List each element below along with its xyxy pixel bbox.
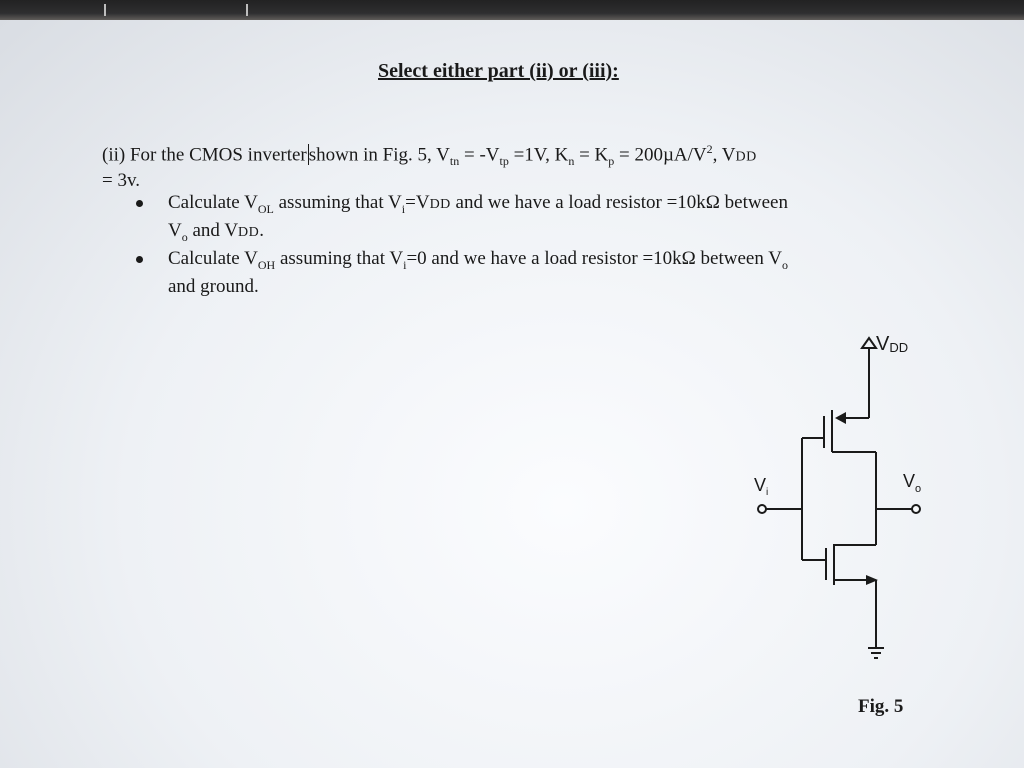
vdd-label: VDD [876, 333, 909, 355]
part-label: (ii) [102, 144, 126, 166]
ruler-tick [246, 4, 248, 16]
bullet-text: Calculate V [168, 248, 258, 269]
superscript-2: 2 [706, 142, 713, 156]
statement-text: shown in Fig. 5, V [308, 144, 450, 166]
intro-text: For the CMOS inverter [129, 144, 307, 166]
pmos-arrow-icon [835, 412, 846, 424]
bullet-text: assuming that V [273, 192, 402, 213]
section-heading: Select either part (ii) or (iii): [378, 60, 619, 82]
bullet-text: =V [405, 192, 430, 213]
subscript-i: i [403, 257, 407, 272]
statement-text: , V [712, 144, 736, 166]
problem-sheet [0, 20, 1024, 768]
subscript-n: n [568, 154, 575, 169]
bullet-text: and V [187, 220, 239, 241]
subscript-ol: OL [257, 201, 274, 216]
subscript-tp: tp [499, 154, 509, 169]
ruler-tick [104, 4, 106, 16]
statement-text: =1V, K [508, 144, 569, 166]
bullet-text: . [259, 220, 265, 241]
vdd-arrow-icon [862, 338, 876, 348]
subscript-oh: OH [257, 257, 276, 272]
subscript-i: i [401, 201, 406, 216]
vo-label: $V_o$ [903, 471, 922, 495]
subscript-tn: tn [449, 154, 460, 169]
bullet-text: V [168, 220, 182, 241]
statement-text: = 200µA/V [614, 144, 707, 166]
statement-text: = K [574, 144, 609, 166]
bullet-2-line-2: and ground. [168, 276, 259, 297]
bullet-text: =0 and we have a load resistor =10kΩ between V [406, 248, 782, 269]
page-top-edge [0, 0, 1024, 22]
subscript-dd: DD [238, 225, 260, 240]
vi-label: $V_i$ [754, 475, 769, 498]
statement-text: = -V [459, 144, 500, 166]
subscript-o: o [181, 229, 188, 244]
figure-caption: Fig. 5 [858, 696, 904, 717]
bullet-text: assuming that V [275, 248, 404, 269]
subscript-o: o [781, 257, 788, 272]
problem-statement-line-2: = 3v. [102, 170, 140, 191]
subscript-dd: DD [735, 149, 757, 165]
input-terminal [758, 505, 766, 513]
bullet-text: Calculate V [168, 192, 258, 213]
output-terminal [912, 505, 920, 513]
subscript-p: p [608, 154, 615, 169]
subscript-dd: DD [429, 197, 451, 212]
bullet-text: and we have a load resistor =10kΩ between [450, 192, 788, 213]
cmos-inverter-diagram [0, 20, 1024, 768]
